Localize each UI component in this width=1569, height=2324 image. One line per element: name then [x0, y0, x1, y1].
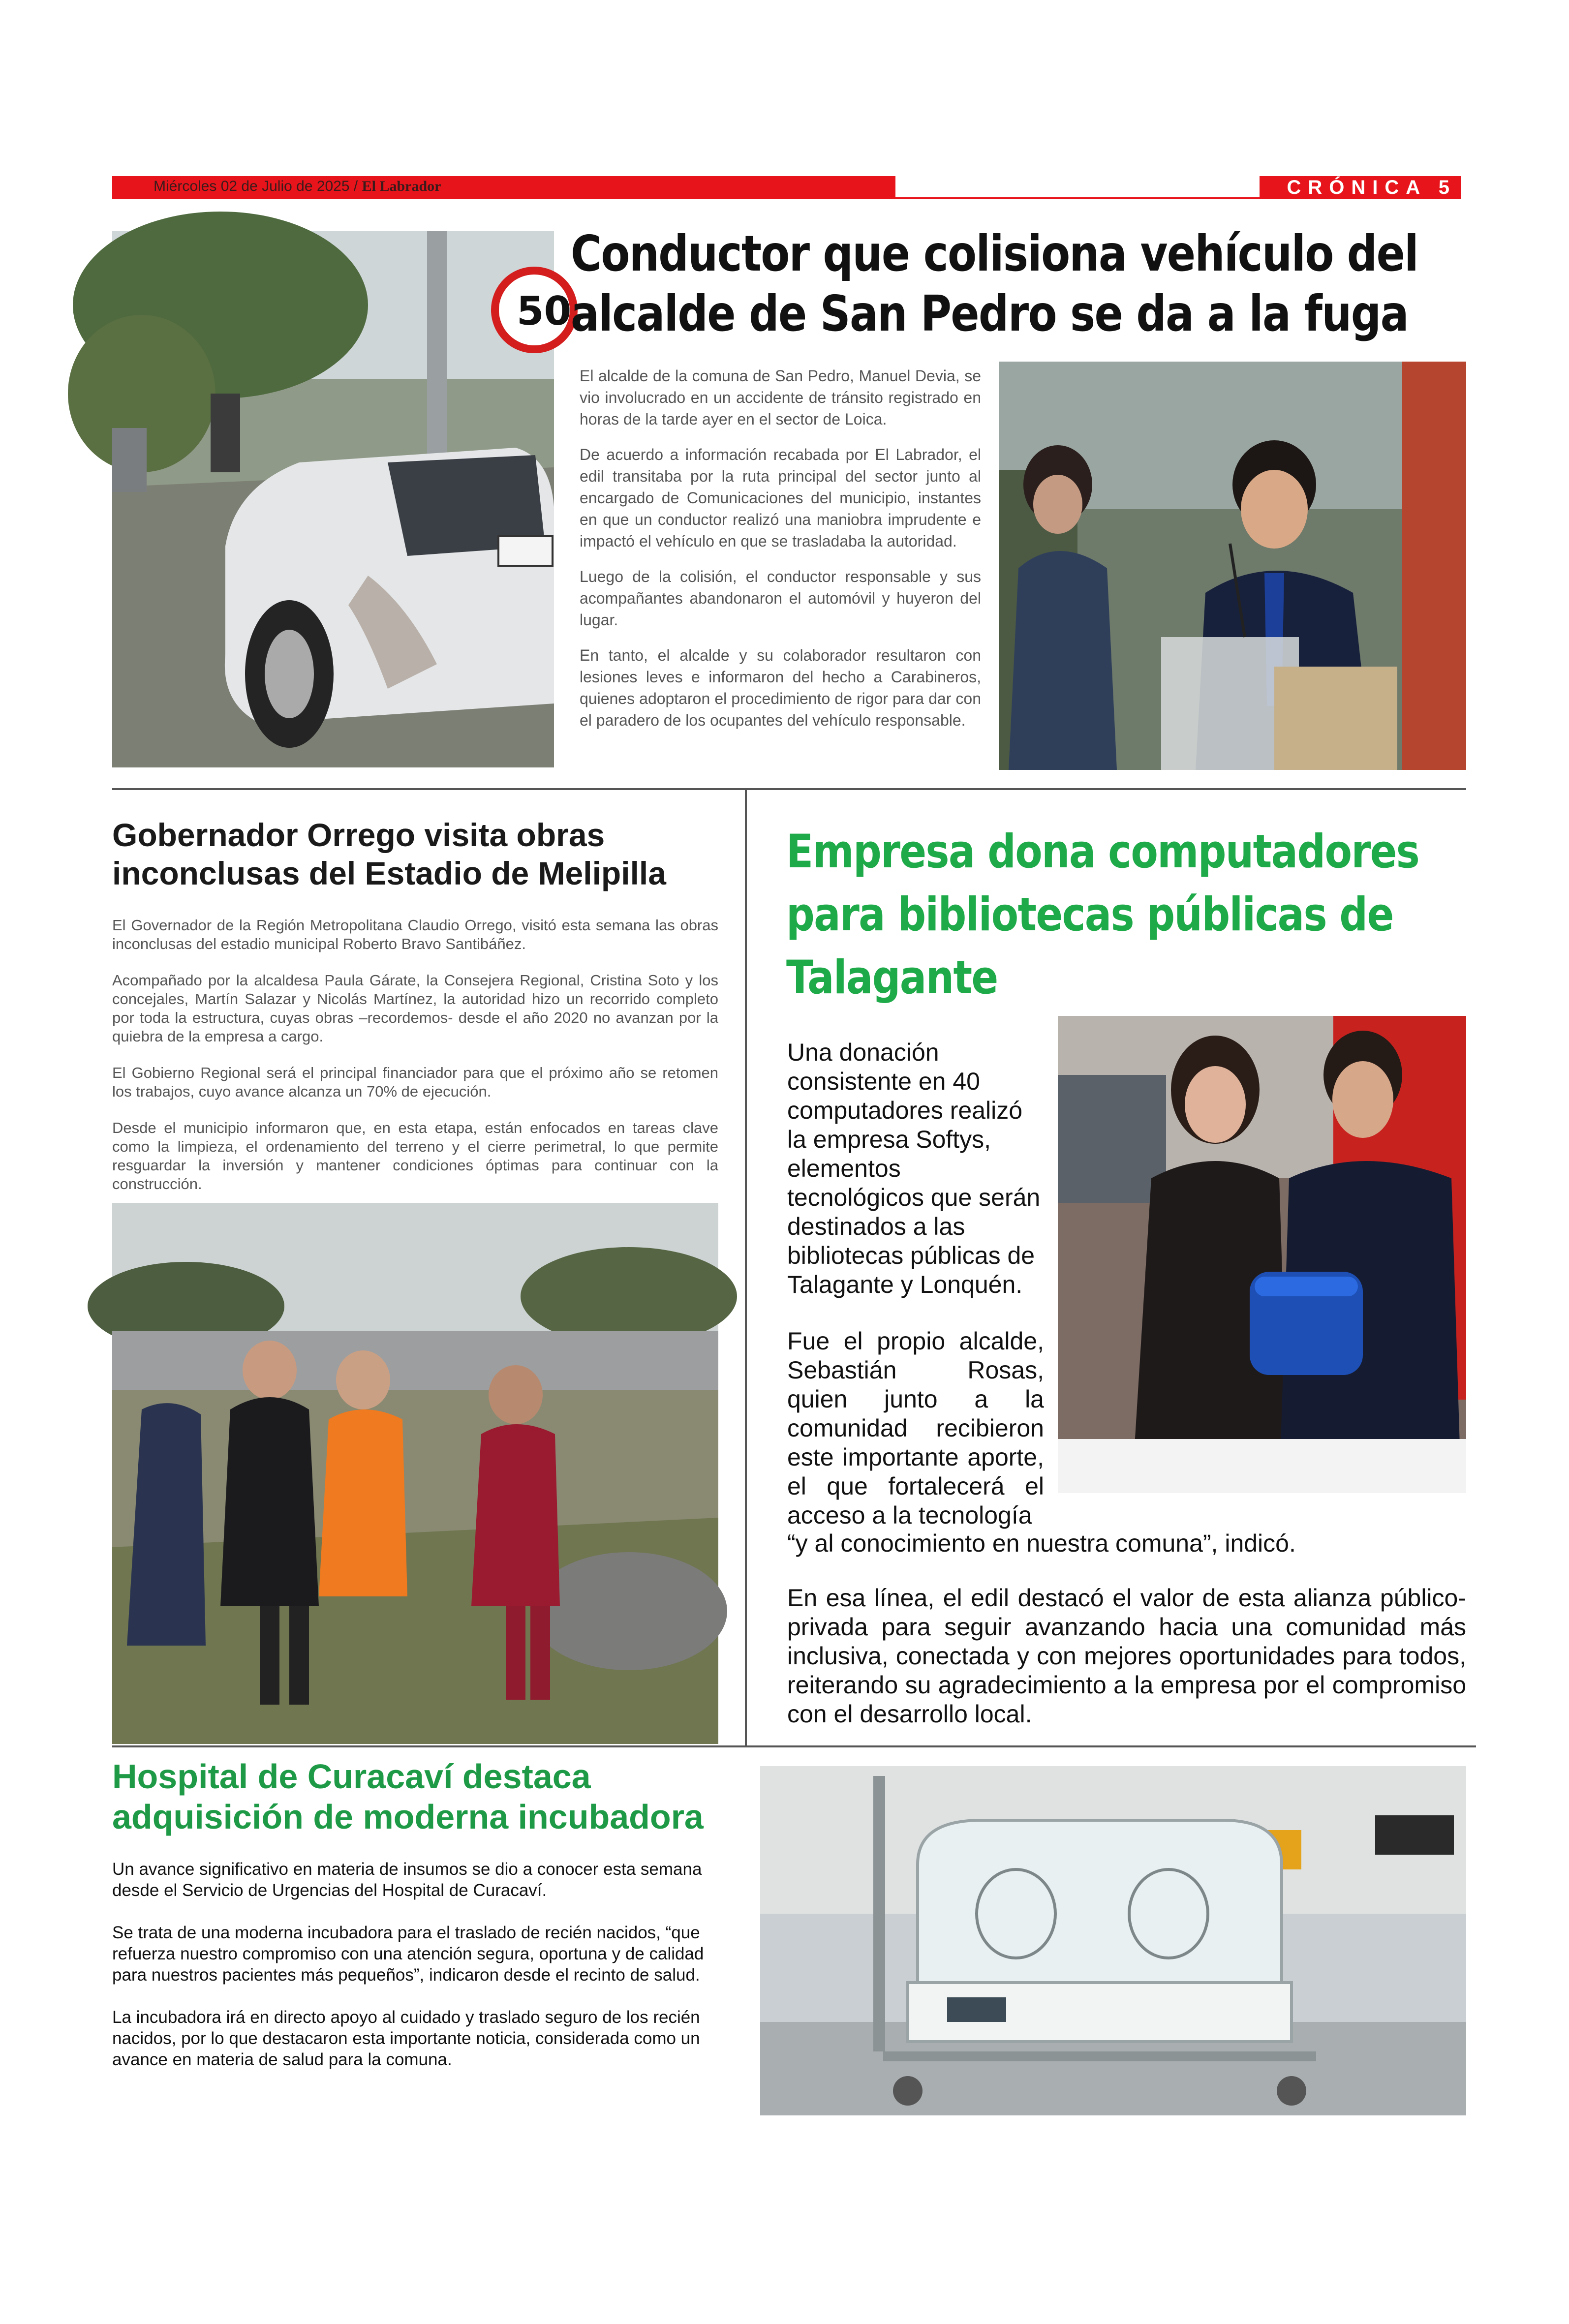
article2-paragraph: Desde el municipio informaron que, en esta etapa, están enfocados en tareas clave como la limpieza, el ordenamiento del terreno y el cierre perimetral, lo que permite resguardar la inversión y mantener condiciones óptimas para continuar con la construcción.	[112, 1119, 718, 1193]
article1-paragraph: Luego de la colisión, el conductor responsable y sus acompañantes abandonaron el automóvil y huyeron del lugar.	[580, 568, 981, 629]
article1-headline-line1: Conductor que colisiona vehículo del	[571, 225, 1418, 282]
article2-headline	[112, 816, 666, 892]
article3-body-wrap	[787, 1038, 1044, 1530]
article1-paragraph: De acuerdo a información recabada por El Labrador, el edil transitaba por la ruta principal del sector junto al encargado de Comunicaciones del municipio, instantes en que un conductor realizó una maniobra imprudente e impactó el vehículo en que se trasladaba la autoridad.	[580, 446, 981, 550]
article4-headline-line2: adquisición de moderna incubadora	[112, 1798, 704, 1836]
column-divider	[745, 788, 747, 1747]
header-dateline	[154, 178, 441, 195]
article3-quote-end: “y al conocimiento en nuestra comuna”, indicó.	[787, 1529, 1296, 1557]
article4-paragraph: Se trata de una moderna incubadora para el traslado de recién nacidos, “que refuerza nuestro compromiso con una atención segura, oportuna y de calidad para nuestros pacientes más pequeños”, indicaron desde el recinto de salud.	[112, 1923, 704, 1985]
crash-photo	[112, 231, 572, 767]
article4-paragraph: Un avance significativo en materia de insumos se dio a conocer esta semana desde el Servicio de Urgencias del Hospital de Curacaví.	[112, 1860, 702, 1900]
stadium-visit-photo	[112, 1203, 718, 1744]
article2-paragraph: Acompañado por la alcaldesa Paula Gárate, la Consejera Regional, Cristina Soto y los concejales, Martín Salazar y Nicolás Martínez, la autoridad hizo un recorrido completo por toda la estructura, cuyas obras –recordemos- desde el año 2020 no avanzan por la quiebra de la empresa a cargo.	[112, 972, 718, 1045]
article1-paragraph: En tanto, el alcalde y su colaborador resultaron con lesiones leves e informaron del hecho a Carabineros, quienes adoptaron el procedimiento de rigor para dar con el paradero de los ocupantes del vehículo responsable.	[580, 646, 981, 729]
article3-headline-line2: para bibliotecas públicas de	[786, 888, 1393, 942]
article3-paragraph: En esa línea, el edil destacó el valor de esta alianza público-privada para seguir avanzando hacia una comunidad más inclusiva, conectada y con mejores oportunidades para todos, reiterando su agradecimiento a la empresa por el compromiso con el desarrollo local.	[787, 1584, 1466, 1728]
incubator-photo	[760, 1766, 1466, 2115]
article3-headline-line1: Empresa dona computadores	[786, 825, 1419, 879]
article4-body	[112, 1859, 737, 2091]
article2-paragraph: El Governador de la Región Metropolitana Claudio Orrego, visitó esta semana las obras inconclusas del estadio municipal Roberto Bravo Santibáñez.	[112, 917, 718, 952]
header-separator: /	[349, 178, 362, 194]
section-divider	[112, 1745, 1476, 1747]
article3-paragraph: Una donación consistente en 40 computadores realizó la empresa Softys, elementos tecnológicos que serán destinados a las bibliotecas públicas de Talagante y Lonquén.	[787, 1039, 1041, 1298]
article4-headline-line1: Hospital de Curacaví destaca	[112, 1757, 591, 1796]
computer-donation-photo	[1058, 1016, 1466, 1493]
article3-headline	[786, 821, 1419, 1009]
article4-headline	[112, 1756, 704, 1837]
section-divider	[112, 788, 1466, 790]
article2-paragraph: El Gobierno Regional será el principal financiador para que el próximo año se retomen los trabajos, cuyo avance alcanza un 70% de ejecución.	[112, 1064, 718, 1100]
article3-body-full	[787, 1529, 1466, 1729]
article1-body	[580, 365, 981, 745]
issue-date: Miércoles 02 de Julio de 2025	[154, 178, 350, 194]
article3-paragraph: Fue el propio alcalde, Sebastián Rosas, quien junto a la comunidad recibieron este importante aporte, el que fortalecerá el acceso a la tecnología	[787, 1327, 1044, 1529]
article1-paragraph: El alcalde de la comuna de San Pedro, Manuel Devia, se vio involucrado en un accidente de tránsito registrado en horas de la tarde ayer en el sector de Loica.	[580, 367, 981, 428]
article3-headline-line3: Talagante	[786, 951, 998, 1005]
article2-body	[112, 916, 718, 1211]
speed-sign-text: 50	[517, 288, 572, 334]
mayor-speech-photo	[999, 362, 1466, 770]
article1-headline-line2: alcalde de San Pedro se da a la fuga	[571, 285, 1408, 342]
article1-headline	[571, 224, 1418, 344]
article2-headline-line2: inconclusas del Estadio de Melipilla	[112, 855, 666, 891]
article4-paragraph: La incubadora irá en directo apoyo al cuidado y traslado seguro de los recién nacidos, por lo que destacaron esta importante noticia, considerada como un avance en materia de salud para la comuna.	[112, 2008, 700, 2069]
section-label: CRÓNICA 5	[1287, 177, 1456, 198]
article2-headline-line1: Gobernador Orrego visita obras	[112, 817, 605, 853]
publication-name: El Labrador	[362, 178, 441, 194]
